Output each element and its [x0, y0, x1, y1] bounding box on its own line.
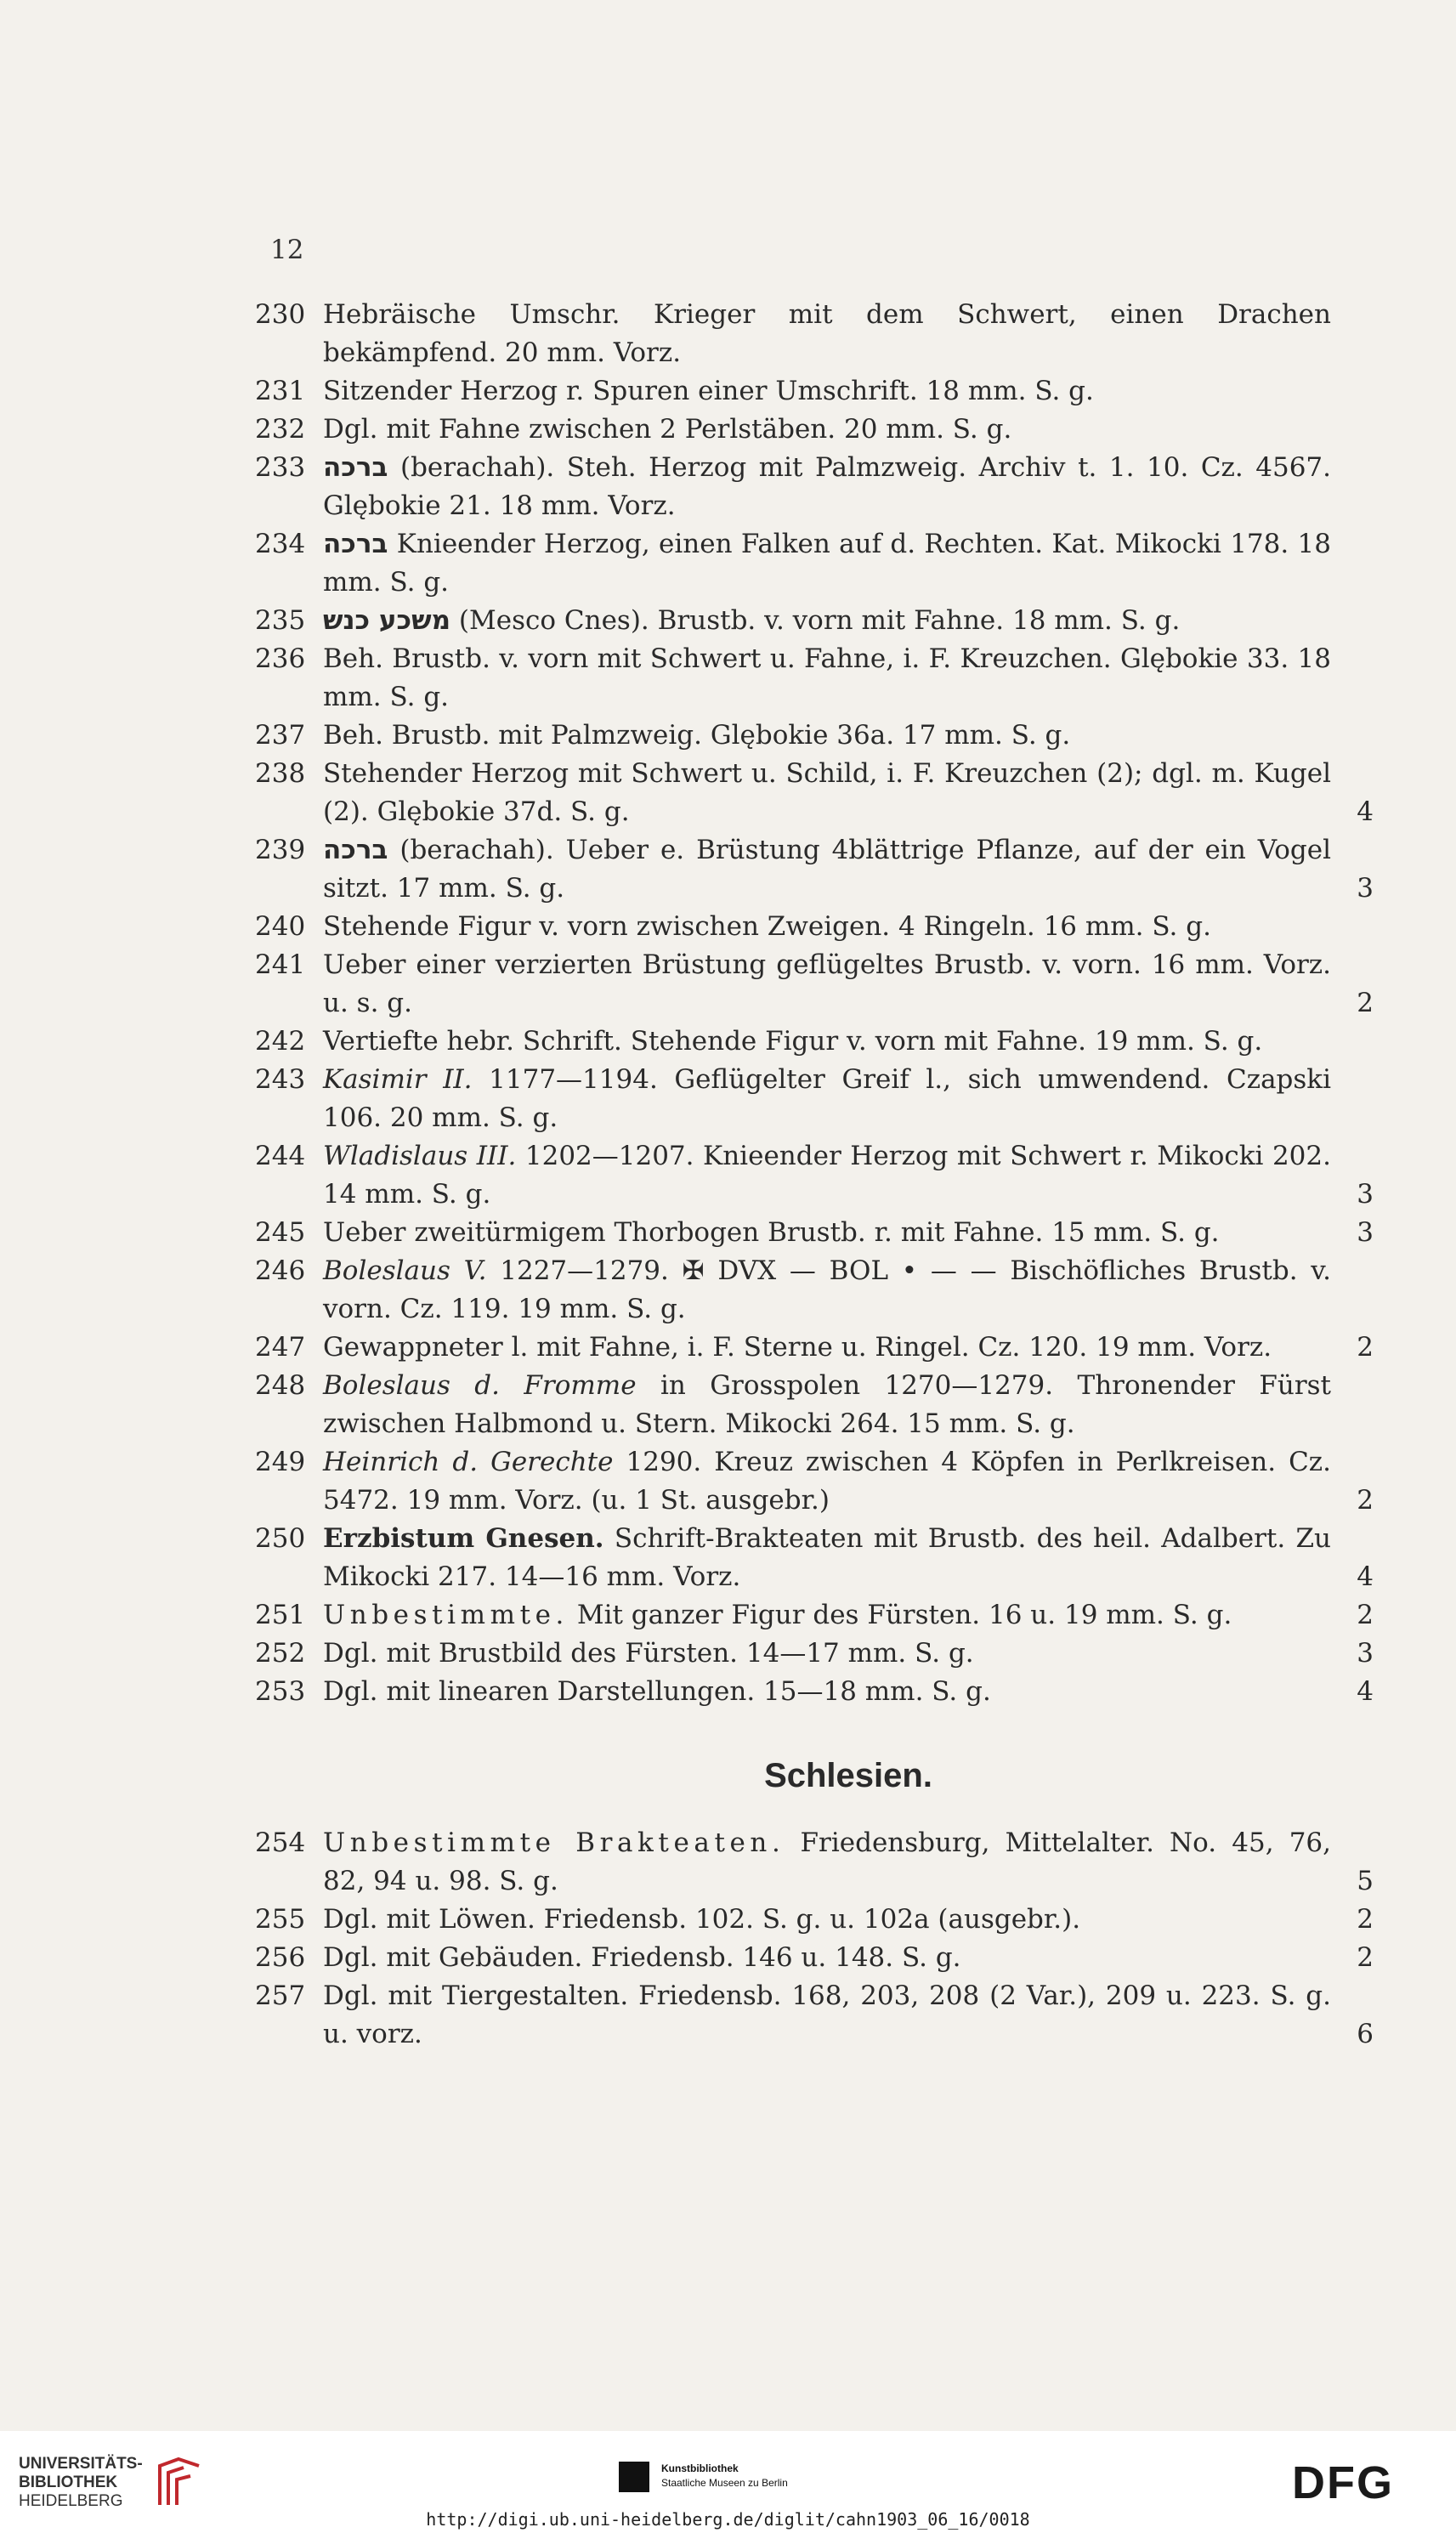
catalog-entry — [255, 1596, 1374, 1635]
entry-body — [323, 1635, 1374, 1673]
entry-body — [323, 1252, 1374, 1329]
entry-body — [323, 449, 1374, 525]
catalog-entry — [255, 296, 1374, 372]
entry-ruler: Kasimir II. — [323, 1064, 473, 1095]
entry-description: Dgl. mit Löwen. Friedensb. 102. S. g. u. 102a (ausgebr.). — [323, 1904, 1081, 1935]
entry-number: 240 — [255, 911, 306, 942]
catalog-entry — [255, 640, 1374, 717]
catalog-entry — [255, 831, 1374, 908]
entry-body — [323, 1137, 1374, 1214]
entry-number: 234 — [255, 529, 306, 559]
catalog-entry — [255, 1520, 1374, 1596]
entry-number: 257 — [255, 1980, 306, 2011]
entry-number: 244 — [255, 1141, 306, 1171]
entry-description: Mit ganzer Figur des Fürsten. 16 u. 19 mm. S. g. — [576, 1600, 1232, 1630]
kunstbibliothek-text — [661, 2462, 788, 2490]
entry-description: Hebräische Umschr. Krieger mit dem Schwert, einen Drachen bekämpfend. 20 mm. Vorz. — [323, 299, 1331, 368]
entry-count: 6 — [1357, 2019, 1374, 2049]
entry-description: Beh. Brustb. mit Palmzweig. Glębokie 36a. 17 mm. S. g. — [323, 720, 1071, 751]
entry-count: 3 — [1357, 1179, 1374, 1210]
entry-heading: Erzbistum Gnesen. — [323, 1523, 604, 1554]
entry-count: 3 — [1357, 873, 1374, 904]
catalog-entry — [255, 1023, 1374, 1061]
entry-number: 250 — [255, 1523, 306, 1554]
uni-line-2: BIBLIOTHEK — [19, 2474, 118, 2491]
entry-body — [323, 1939, 1374, 1977]
entry-number: 242 — [255, 1026, 306, 1057]
entry-body — [323, 1901, 1374, 1939]
entry-body — [323, 946, 1374, 1023]
catalog-entry — [255, 602, 1374, 640]
entry-description: (berachah). Ueber e. Brüstung 4blättrige Pflanze, auf der ein Vogel sitzt. 17 mm. S. g. — [323, 835, 1331, 904]
hebrew-legend: משכע כנש — [323, 605, 451, 636]
entry-description: Knieender Herzog, einen Falken auf d. Rechten. Kat. Mikocki 178. 18 mm. S. g. — [323, 529, 1331, 598]
entry-body — [323, 1443, 1374, 1520]
entry-description: Dgl. mit Brustbild des Fürsten. 14—17 mm. S. g. — [323, 1638, 974, 1669]
catalog-entry — [255, 1443, 1374, 1520]
entry-body — [323, 602, 1374, 640]
entry-description: Gewappneter l. mit Fahne, i. F. Sterne u. Ringel. Cz. 120. 19 mm. Vorz. — [323, 1332, 1272, 1363]
catalog-entry — [255, 755, 1374, 831]
entry-body — [323, 755, 1374, 831]
catalog-entry — [255, 717, 1374, 755]
entry-number: 256 — [255, 1942, 306, 1973]
catalog-entry — [255, 1137, 1374, 1214]
entry-body — [323, 1977, 1374, 2054]
entry-count: 2 — [1357, 1904, 1374, 1935]
dfg-logo[interactable]: DFG — [1292, 2457, 1394, 2508]
hebrew-legend: ברכה — [323, 529, 388, 559]
entry-body — [323, 640, 1374, 717]
entry-description: Ueber einer verzierten Brüstung geflügeltes Brustb. v. vorn. 16 mm. Vorz. u. s. g. — [323, 949, 1331, 1018]
entry-description: Dgl. mit Gebäuden. Friedensb. 146 u. 148. S. g. — [323, 1942, 961, 1973]
catalog-entries — [255, 296, 1374, 2054]
hebrew-legend: ברכה — [323, 452, 388, 483]
entry-description: 1177—1194. Geflügelter Greif l., sich umwendend. Czapski 106. 20 mm. S. g. — [323, 1064, 1331, 1133]
entry-body — [323, 525, 1374, 602]
entry-ruler: Heinrich d. Gerechte — [323, 1447, 614, 1477]
entry-ruler: Boleslaus V. — [323, 1255, 487, 1286]
entry-body — [323, 1214, 1374, 1252]
entry-number: 241 — [255, 949, 306, 980]
entry-number: 253 — [255, 1676, 306, 1707]
entry-body — [323, 372, 1374, 411]
entry-body — [323, 1824, 1374, 1901]
university-library-logo[interactable] — [19, 2455, 206, 2511]
entry-body — [323, 1023, 1374, 1061]
entry-number: 243 — [255, 1064, 306, 1095]
entry-description: 1290. Kreuz zwischen 4 Köpfen in Perlkreisen. Cz. 5472. 19 mm. Vorz. (u. 1 St. ausgebr.) — [323, 1447, 1331, 1516]
catalog-entry — [255, 1901, 1374, 1939]
kb-subtitle: Staatliche Museen zu Berlin — [661, 2477, 788, 2489]
entry-heading: Unbestimmte Brakteaten. — [323, 1828, 785, 1858]
catalog-entry — [255, 1329, 1374, 1367]
entry-description: 1202—1207. Knieender Herzog mit Schwert r. Mikocki 202. 14 mm. S. g. — [323, 1141, 1331, 1210]
entry-description: Schrift-Brakteaten mit Brustb. des heil. Adalbert. Zu Mikocki 217. 14—16 mm. Vorz. — [323, 1523, 1331, 1592]
entry-count: 5 — [1357, 1866, 1374, 1896]
entries-group-before — [255, 296, 1374, 1711]
entry-body — [323, 717, 1374, 755]
entry-description: Stehender Herzog mit Schwert u. Schild, i. F. Kreuzchen (2); dgl. m. Kugel (2). Glębokie 37d. S. g. — [323, 758, 1331, 827]
entry-count: 4 — [1357, 796, 1374, 827]
catalog-entry — [255, 1824, 1374, 1901]
entry-number: 249 — [255, 1447, 306, 1477]
entry-number: 248 — [255, 1370, 306, 1401]
entries-group-after — [255, 1824, 1374, 2054]
entry-description: Beh. Brustb. v. vorn mit Schwert u. Fahne, i. F. Kreuzchen. Glębokie 33. 18 mm. S. g. — [323, 643, 1331, 712]
catalog-entry — [255, 1061, 1374, 1137]
entry-number: 247 — [255, 1332, 306, 1363]
entry-body — [323, 908, 1374, 946]
entry-ruler: Boleslaus d. Fromme — [323, 1370, 637, 1401]
catalog-entry — [255, 1214, 1374, 1252]
catalog-entry — [255, 1635, 1374, 1673]
catalog-entry — [255, 449, 1374, 525]
entry-body — [323, 1329, 1374, 1367]
entry-count: 2 — [1357, 1942, 1374, 1973]
entry-number: 246 — [255, 1255, 306, 1286]
catalog-entry — [255, 1367, 1374, 1443]
catalog-entry — [255, 525, 1374, 602]
catalog-entry — [255, 1939, 1374, 1977]
catalog-entry — [255, 908, 1374, 946]
hebrew-legend: ברכה — [323, 835, 388, 865]
permalink-url[interactable]: http://digi.ub.uni-heidelberg.de/diglit/cahn1903_06_16/0018 — [426, 2509, 1030, 2530]
entry-number: 232 — [255, 414, 306, 445]
entry-description: Ueber zweitürmigem Thorbogen Brustb. r. mit Fahne. 15 mm. S. g. — [323, 1217, 1220, 1248]
entry-count: 3 — [1357, 1638, 1374, 1669]
entry-count: 2 — [1357, 1600, 1374, 1630]
entry-number: 251 — [255, 1600, 306, 1630]
entry-count: 4 — [1357, 1676, 1374, 1707]
entry-number: 252 — [255, 1638, 306, 1669]
uni-line-3: HEIDELBERG — [19, 2492, 123, 2510]
entry-number: 233 — [255, 452, 306, 483]
entry-number: 231 — [255, 376, 306, 406]
catalog-entry — [255, 946, 1374, 1023]
entry-description: in Grosspolen 1270—1279. Thronender Fürst zwischen Halbmond u. Stern. Mikocki 264. 15 mm. S. g. — [323, 1370, 1332, 1439]
entry-body — [323, 1061, 1374, 1137]
entry-body — [323, 831, 1374, 908]
section-heading: Schlesien. — [764, 1757, 932, 1794]
entry-count: 2 — [1357, 1332, 1374, 1363]
entry-description: Friedensburg, Mittelalter. No. 45, 76, 82, 94 u. 98. S. g. — [323, 1828, 1331, 1896]
entry-body — [323, 1673, 1374, 1711]
entry-number: 237 — [255, 720, 306, 751]
entry-number: 236 — [255, 643, 306, 674]
entry-description: 1227—1279. ✠ DVX — BOL • — — Bischöfliches Brustb. v. vorn. Cz. 119. 19 mm. S. g. — [323, 1255, 1331, 1324]
entry-number: 239 — [255, 835, 306, 865]
entry-count: 4 — [1357, 1561, 1374, 1592]
university-mark-icon — [153, 2456, 206, 2510]
kunstbibliothek-logo[interactable] — [619, 2462, 788, 2492]
entry-body — [323, 1596, 1374, 1635]
entry-number: 235 — [255, 605, 306, 636]
entry-number: 238 — [255, 758, 306, 789]
catalog-entry — [255, 1977, 1374, 2054]
catalog-entry — [255, 1673, 1374, 1711]
page-number: 12 — [270, 235, 304, 265]
university-library-name — [19, 2455, 143, 2511]
entry-number: 254 — [255, 1828, 306, 1858]
entry-description: Dgl. mit Fahne zwischen 2 Perlstäben. 20 mm. S. g. — [323, 414, 1012, 445]
entry-description: Sitzender Herzog r. Spuren einer Umschrift. 18 mm. S. g. — [323, 376, 1094, 406]
entry-body — [323, 1520, 1374, 1596]
entry-body — [323, 1367, 1374, 1443]
catalog-entry — [255, 1252, 1374, 1329]
entry-count: 2 — [1357, 1485, 1374, 1516]
kunstbibliothek-mark-icon — [619, 2462, 649, 2492]
entry-number: 255 — [255, 1904, 306, 1935]
entry-description: (Mesco Cnes). Brustb. v. vorn mit Fahne. 18 mm. S. g. — [458, 605, 1181, 636]
entry-number: 245 — [255, 1217, 306, 1248]
uni-line-1: UNIVERSITÄTS- — [19, 2455, 143, 2473]
entry-description: (berachah). Steh. Herzog mit Palmzweig. Archiv t. 1. 10. Cz. 4567. Glębokie 21. 18 mm. Vorz. — [323, 452, 1332, 521]
entry-count: 3 — [1357, 1217, 1374, 1248]
catalog-entry — [255, 372, 1374, 411]
catalog-entry — [255, 411, 1374, 449]
entry-ruler: Wladislaus III. — [323, 1141, 517, 1171]
entry-description: Dgl. mit Tiergestalten. Friedensb. 168, 203, 208 (2 Var.), 209 u. 223. S. g. u. vorz. — [323, 1980, 1331, 2049]
entry-description: Stehende Figur v. vorn zwischen Zweigen. 4 Ringeln. 16 mm. S. g. — [323, 911, 1211, 942]
entry-number: 230 — [255, 299, 306, 330]
entry-heading: Unbestimmte. — [323, 1600, 569, 1630]
entry-body — [323, 411, 1374, 449]
kb-title: Kunstbibliothek — [661, 2462, 739, 2474]
entry-body — [323, 296, 1374, 372]
entry-description: Vertiefte hebr. Schrift. Stehende Figur v. vorn mit Fahne. 19 mm. S. g. — [323, 1026, 1263, 1057]
entry-count: 2 — [1357, 988, 1374, 1018]
entry-description: Dgl. mit linearen Darstellungen. 15—18 mm. S. g. — [323, 1676, 991, 1707]
footer — [0, 2431, 1456, 2533]
